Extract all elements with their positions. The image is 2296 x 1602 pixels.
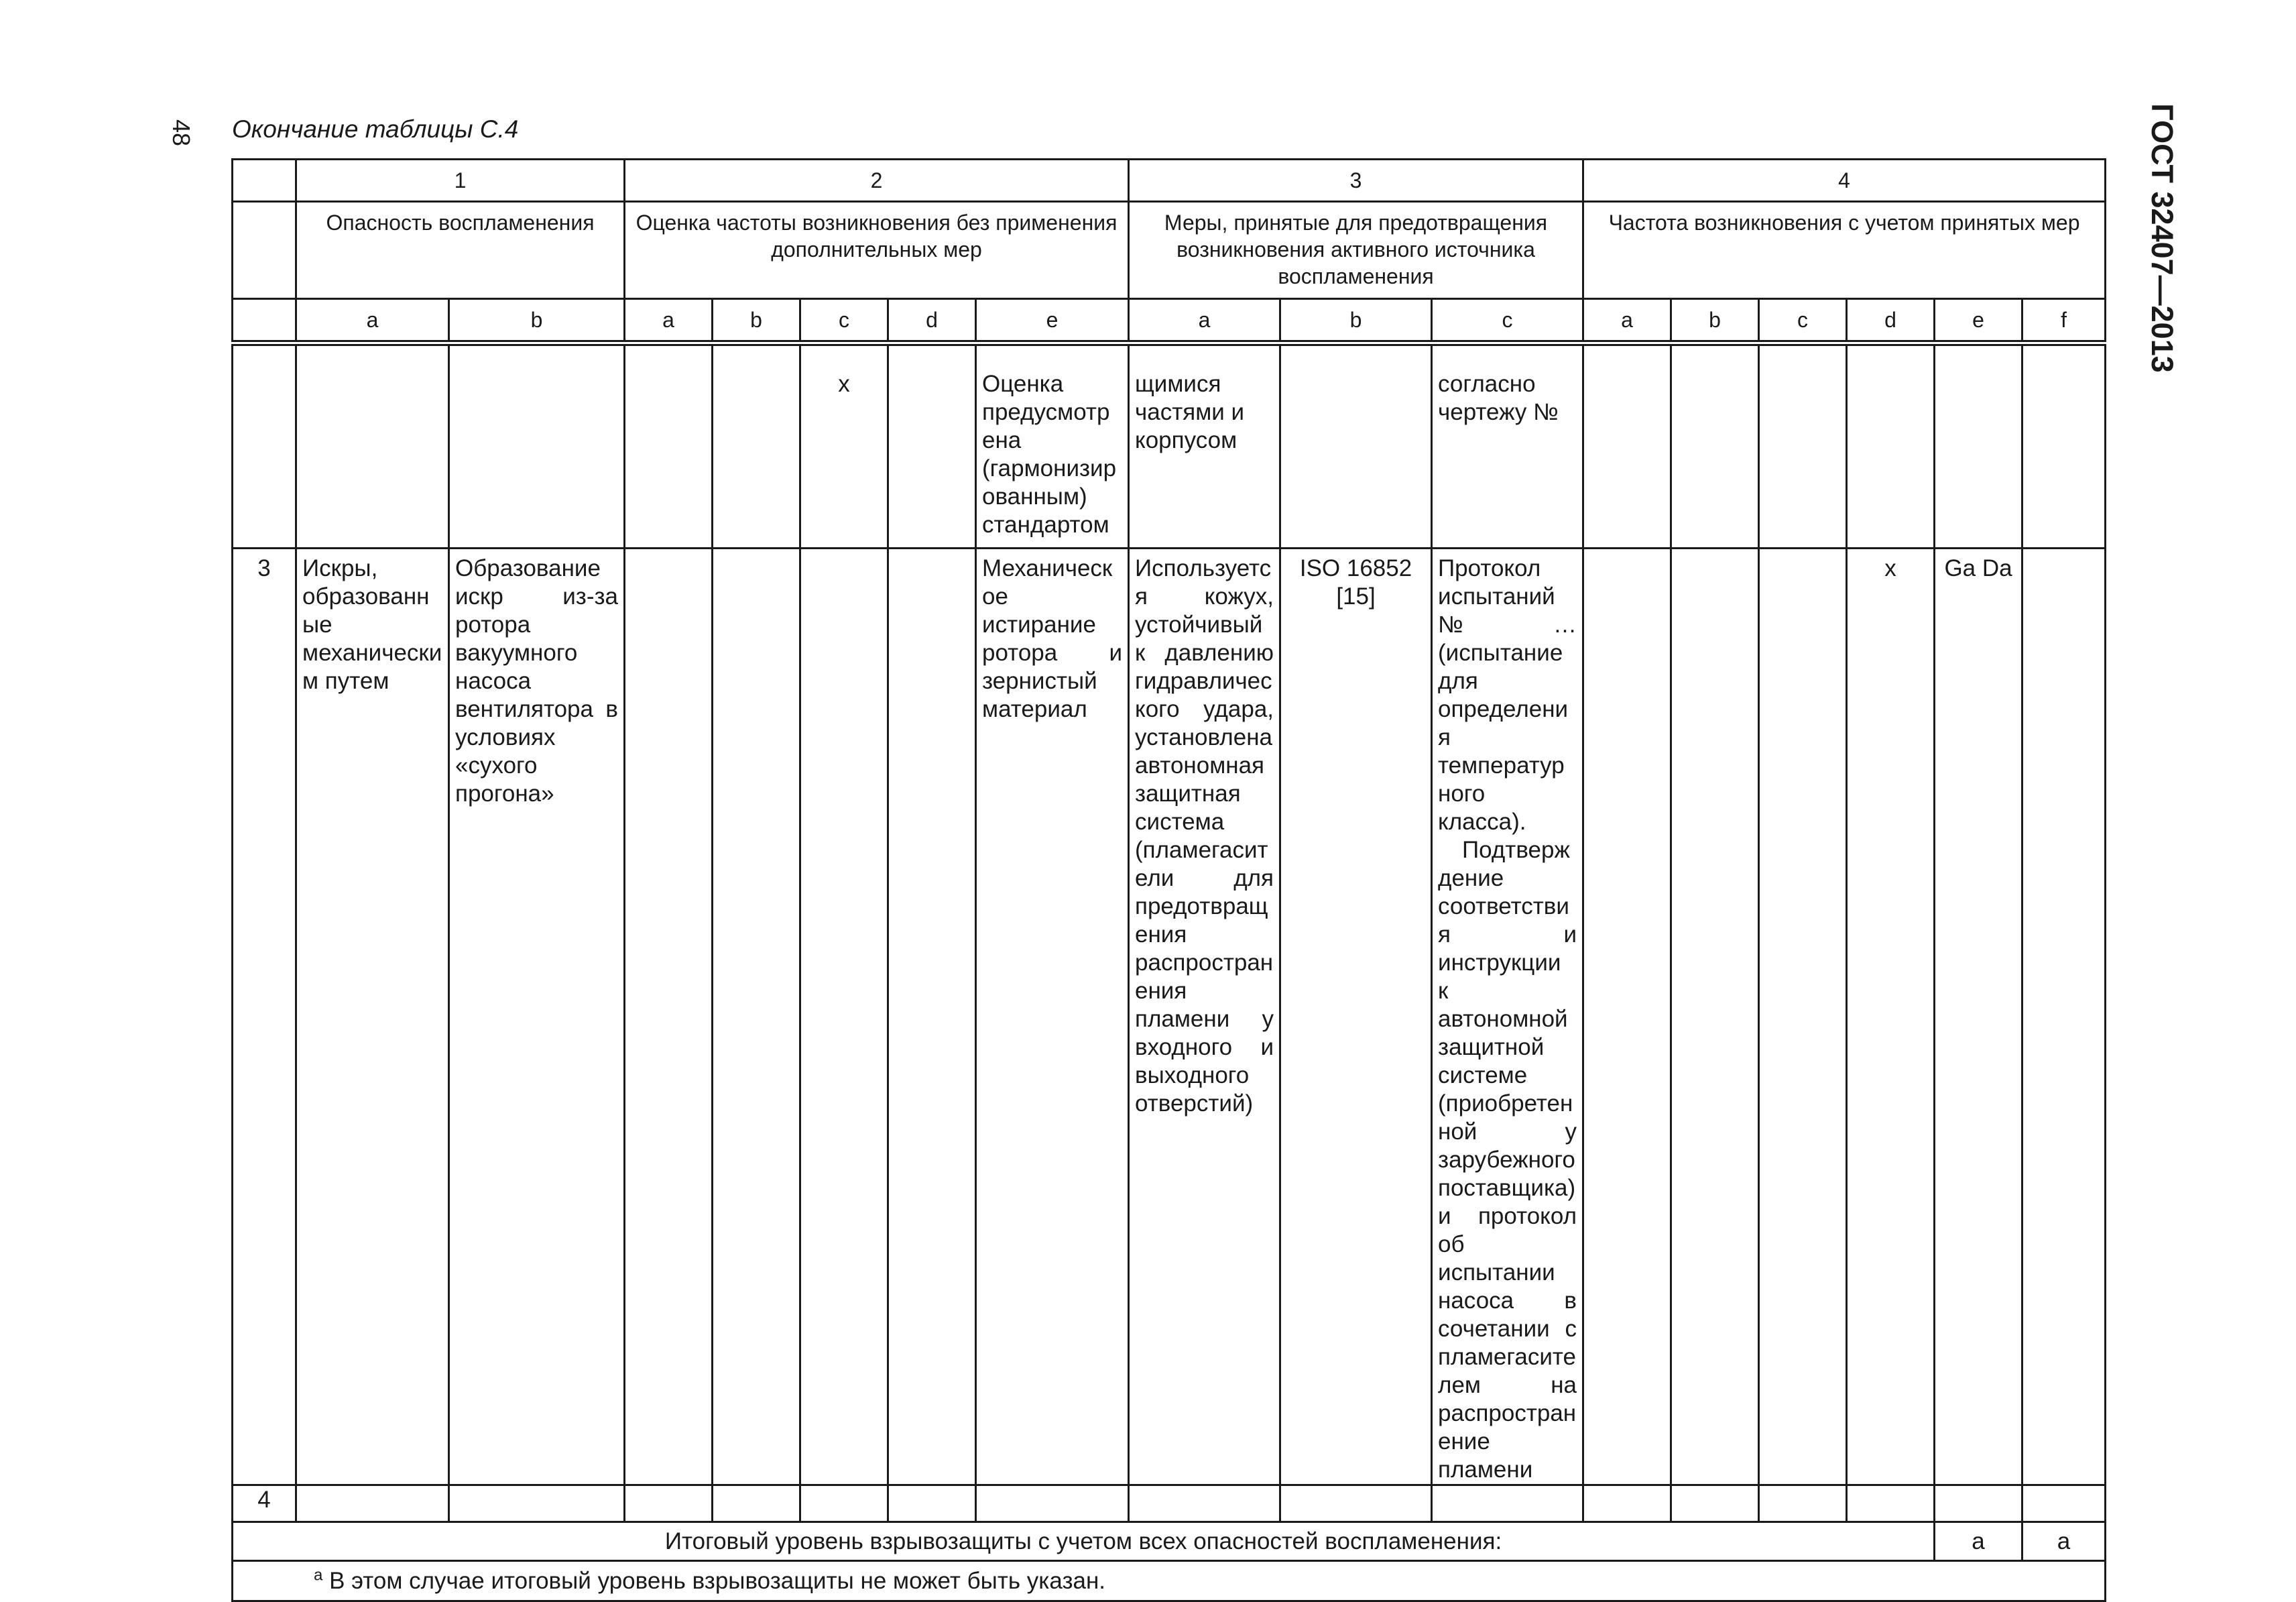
sub-header-4e: e <box>1935 299 2022 343</box>
sub-header-3c: c <box>1432 299 1583 343</box>
table-row-4 <box>233 1485 2106 1522</box>
sub-header-3a: a <box>1129 299 1280 343</box>
page-number: 48 <box>168 119 195 147</box>
cell-row3-freq-e: Ga Da <box>1935 549 2022 1485</box>
sub-header-4b: b <box>1671 299 1759 343</box>
sub-header-3b: b <box>1280 299 1432 343</box>
sub-header-1a: a <box>296 299 449 343</box>
sub-header-4f: f <box>2022 299 2106 343</box>
row-number-3: 3 <box>233 549 296 1485</box>
cell-row3-hazard-b: Образование искр из-за ротора вакуумного насоса вентилятора в условиях «сухого прогона» <box>449 549 625 1485</box>
sub-header-4a: a <box>1583 299 1671 343</box>
footnote-row <box>233 1561 2106 1601</box>
group-number-2: 2 <box>625 160 1129 202</box>
footnote-text: В этом случае итоговый уровень взрывозащиты не может быть указан. <box>322 1567 1106 1594</box>
table-row-3 <box>233 549 2106 1485</box>
table-row-continued <box>233 343 2106 549</box>
sub-header-4c: c <box>1759 299 1847 343</box>
cell-row3-measures-c <box>1432 549 1583 1485</box>
cell-row3-frequency-e: Механическое истирание ротора и зернистый материал <box>976 549 1129 1485</box>
cell-continued-3a: щимися частями и корпусом <box>1129 343 1280 549</box>
cell-continued-3c: согласно чертежу № <box>1432 343 1583 549</box>
group-title-frequency-with-measures: Частота возникновения с учетом принятых мер <box>1583 202 2106 299</box>
cell-row3-measures-b: ISO 16852 [15] <box>1280 549 1432 1485</box>
cell-row3-hazard-a: Искры, образованные механическим путем <box>296 549 449 1485</box>
sub-column-header-row <box>233 299 2106 343</box>
total-protection-level-row <box>233 1522 2106 1561</box>
row-number-sub-cell <box>233 299 296 343</box>
group-title-frequency-without-measures: Оценка частоты возникновения без применения дополнительных мер <box>625 202 1129 299</box>
sub-header-1b: b <box>449 299 625 343</box>
row-number-4: 4 <box>233 1485 296 1522</box>
cell-continued-2e: Оценка предусмотрена (гармонизированным) стандартом <box>976 343 1129 549</box>
footnote-mark: a <box>314 1565 323 1584</box>
sub-header-4d: d <box>1847 299 1935 343</box>
document-code: ГОСТ 32407—2013 <box>2145 103 2179 373</box>
sub-header-2a: a <box>625 299 713 343</box>
total-protection-f: a <box>2022 1522 2106 1561</box>
column-group-number-row <box>233 160 2106 202</box>
sub-header-2c: c <box>800 299 888 343</box>
measures-c-paragraph-1: Протокол испытаний №… (испытание для определения температурного класса). <box>1438 555 1577 835</box>
sub-header-2d: d <box>888 299 976 343</box>
footnote <box>233 1561 2106 1601</box>
group-title-ignition-hazard: Опасность воспламенения <box>296 202 625 299</box>
total-protection-e: a <box>1935 1522 2022 1561</box>
column-group-title-row <box>233 202 2106 299</box>
cell-row3-freq-d: x <box>1847 549 1935 1485</box>
row-number-title-cell <box>233 202 296 299</box>
sub-header-2e: e <box>976 299 1129 343</box>
table-caption: Окончание таблицы С.4 <box>232 115 519 143</box>
measures-c-paragraph-2: Подтверждение соответствия и инструкции к автономной защитной системе (приобретенной у зарубежного поставщика) и протокол об испытании насоса в сочетании с пламегасителем на распространение пламени <box>1438 837 1577 1483</box>
group-title-preventive-measures: Меры, принятые для предотвращения возникновения активного источника воспламенения <box>1129 202 1583 299</box>
row-number-header-cell <box>233 160 296 202</box>
sub-header-2b: b <box>713 299 800 343</box>
hazard-assessment-table <box>231 158 2106 1602</box>
cell-continued-2c: x <box>800 343 888 549</box>
cell-row3-measures-a: Используется кожух, устойчивый к давлению гидравлического удара, установлена автономная защитная система (пламегасители для предотвращения распространения пламени у входного и выходного отверстий) <box>1129 549 1280 1485</box>
group-number-1: 1 <box>296 160 625 202</box>
total-protection-label: Итоговый уровень взрывозащиты с учетом всех опасностей воспламенения: <box>233 1522 1935 1561</box>
group-number-4: 4 <box>1583 160 2106 202</box>
group-number-3: 3 <box>1129 160 1583 202</box>
